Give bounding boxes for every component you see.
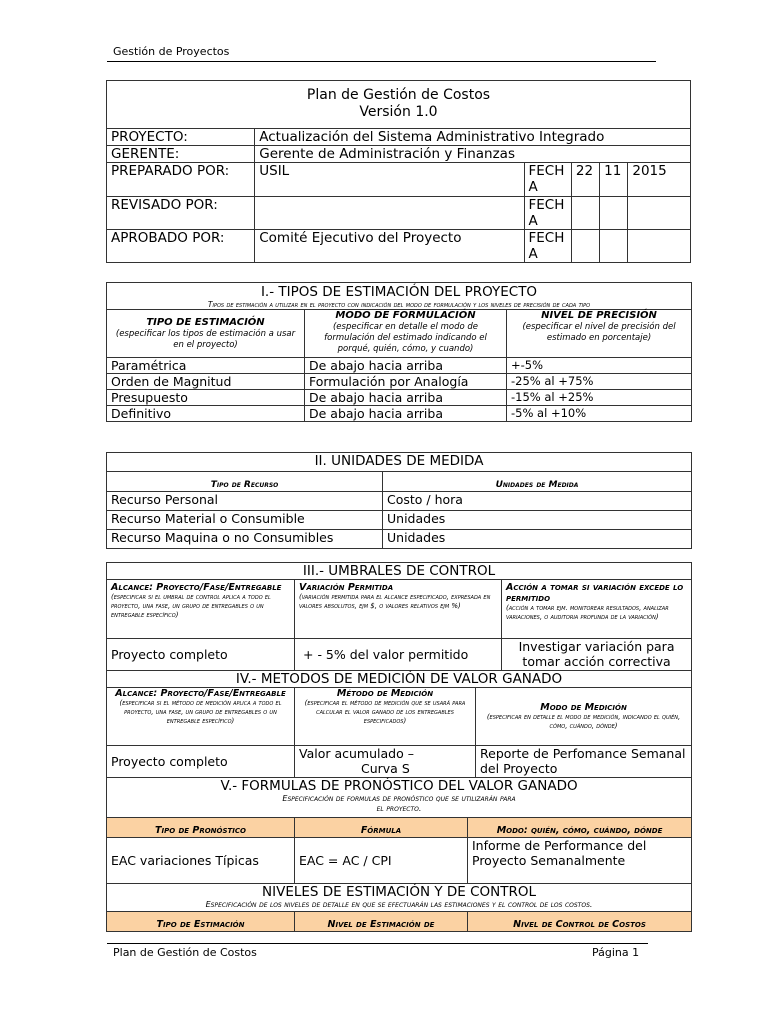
fecha-month	[600, 197, 628, 230]
column-header: Nivel de Control de Costos	[513, 919, 646, 930]
table-cell: + - 5% del valor permitido	[295, 639, 502, 671]
preparado-label: PREPARADO POR:	[107, 163, 255, 197]
section-subtitle: Tipos de estimación a utilizar en el proyecto con indicación del modo de formulación y los niveles de precisión de cada tipo	[207, 300, 591, 309]
fecha-day	[571, 197, 599, 230]
fecha-month: 11	[600, 163, 628, 197]
section-title: V.- FORMULAS DE PRONÓSTICO DEL VALOR GANADO	[220, 778, 578, 794]
table-cell: Recurso Material o Consumible	[107, 511, 383, 530]
tipos-estimacion-table	[106, 282, 692, 422]
control-table	[106, 562, 692, 932]
aprobado-label: APROBADO POR:	[107, 230, 255, 263]
table-cell: +-5%	[507, 358, 692, 374]
column-header: NIVEL DE PRECISIÓN	[541, 310, 657, 321]
table-row	[107, 492, 692, 511]
table-cell: Unidades	[383, 511, 692, 530]
footer-rule	[107, 943, 648, 944]
table-cell	[295, 746, 476, 778]
document-info-table	[106, 80, 691, 263]
page-header: Gestión de Proyectos	[113, 45, 230, 58]
column-header: Método de Medición	[336, 688, 434, 699]
metodo-line: Valor acumulado –	[299, 746, 414, 761]
table-cell: Investigar variación para tomar acción correctiva	[502, 639, 692, 671]
column-header: Alcance: Proyecto/Fase/Entregable	[111, 582, 282, 593]
header-rule	[107, 61, 656, 62]
column-note: (variación permitida para el alcance especificado, expresada en valores absolutos, ejm $, o valores relativos ejm %)	[299, 593, 491, 610]
column-note: (especificar en detalle el modo de medición, indicando el quién, cómo, cuándo, dónde)	[486, 713, 681, 730]
column-header: Tipo de Recurso	[210, 480, 279, 490]
table-row	[107, 406, 692, 422]
unidades-medida-table	[106, 452, 692, 549]
column-header: Tipo de Pronóstico	[155, 825, 246, 836]
section-title: III.- UMBRALES DE CONTROL	[107, 563, 692, 580]
column-header: MODO DE FORMULACIÓN	[335, 310, 476, 321]
table-cell: Proyecto completo	[107, 746, 295, 778]
section-title: I.- TIPOS DE ESTIMACIÓN DEL PROYECTO	[260, 284, 538, 300]
table-cell: -25% al +75%	[507, 374, 692, 390]
section-title: NIVELES DE ESTIMACIÓN Y DE CONTROL	[262, 884, 537, 900]
preparado-value: USIL	[255, 163, 524, 197]
table-cell: -15% al +25%	[507, 390, 692, 406]
column-note: (especificar los tipos de estimación a usar en el proyecto)	[115, 328, 296, 350]
column-header: Fórmula	[360, 825, 402, 836]
table-row	[107, 511, 692, 530]
section-subtitle: Especificación de formulas de pronóstico que se utilizarán para el proyecto.	[282, 794, 516, 813]
table-cell: De abajo hacia arriba	[305, 390, 507, 406]
table-row	[107, 358, 692, 374]
column-header: Alcance: Proyecto/Fase/Entregable	[115, 688, 286, 699]
fecha-year	[628, 230, 691, 263]
table-cell: EAC variaciones Típicas	[107, 838, 295, 884]
doc-version: Versión 1.0	[359, 104, 438, 120]
doc-title: Plan de Gestión de Costos	[306, 87, 491, 103]
column-note: (especificar en detalle el modo de formulación del estimado indicando el porqué, quién, cómo, y cuando)	[324, 322, 487, 354]
table-cell: Informe de Performance del Proyecto Semanalmente	[468, 838, 692, 884]
table-cell: Costo / hora	[383, 492, 692, 511]
table-cell: Unidades	[383, 530, 692, 549]
column-note: (especificar si el umbral de control aplica a todo el proyecto, una fase, un grupo de entregables o un entregable específico)	[111, 593, 271, 619]
fecha-label: FECHA	[524, 197, 571, 230]
table-cell: -5% al +10%	[507, 406, 692, 422]
column-header: Acción a tomar si variación excede lo permitido	[506, 582, 684, 604]
column-note: (especificar si el método de medición aplica a todo el proyecto, una fase, un grupo de entregables o un entregable específico)	[119, 699, 282, 725]
doc-title-cell	[107, 81, 691, 129]
fecha-month	[600, 230, 628, 263]
fecha-label: FECHA	[524, 163, 571, 197]
column-header: Tipo de Estimación	[156, 919, 245, 930]
table-cell: Paramétrica	[107, 358, 305, 374]
fecha-day: 22	[571, 163, 599, 197]
column-header: Modo: quién, cómo, cuándo, dónde	[496, 825, 663, 836]
table-cell: Definitivo	[107, 406, 305, 422]
table-row	[107, 746, 692, 778]
table-cell: Recurso Maquina o no Consumibles	[107, 530, 383, 549]
footer-title: Plan de Gestión de Costos	[113, 946, 257, 959]
aprobado-value: Comité Ejecutivo del Proyecto	[255, 230, 524, 263]
column-note: (especificar el nivel de precisión del estimado en porcentaje)	[522, 322, 676, 343]
table-cell: Reporte de Perfomance Semanal del Proyecto	[476, 746, 692, 778]
table-cell: Formulación por Analogía	[305, 374, 507, 390]
fecha-label: FECHA	[524, 230, 571, 263]
revisado-value	[255, 197, 524, 230]
fecha-year: 2015	[628, 163, 691, 197]
table-cell: De abajo hacia arriba	[305, 406, 507, 422]
table-cell: EAC = AC / CPI	[295, 838, 468, 884]
proyecto-label: PROYECTO:	[107, 129, 255, 146]
page-number: Página 1	[592, 946, 640, 959]
table-row	[107, 390, 692, 406]
metodo-line: Curva S	[361, 761, 410, 776]
column-note: (acción a tomar ejm. monitorear resultados, analizar variaciones, o auditoria profunda de la variación)	[506, 604, 669, 621]
section-subtitle: Especificación de los niveles de detalle en que se efectuarán las estimaciones y el control de los costos.	[205, 900, 593, 909]
gerente-label: GERENTE:	[107, 146, 255, 163]
column-header: TIPO DE ESTIMACIÓN	[146, 316, 265, 328]
column-header: Modo de Medición	[540, 702, 627, 713]
table-row	[107, 838, 692, 884]
column-note: (especificar el método de medición que se usará para calcular el valor ganado de los entregables especificados)	[304, 699, 466, 725]
proyecto-value: Actualización del Sistema Administrativo Integrado	[255, 129, 691, 146]
table-row	[107, 639, 692, 671]
table-row	[107, 530, 692, 549]
fecha-day	[571, 230, 599, 263]
column-header: Nivel de Estimación de	[327, 919, 435, 930]
table-cell: Recurso Personal	[107, 492, 383, 511]
section-title: II. UNIDADES DE MEDIDA	[107, 453, 692, 472]
table-row	[107, 374, 692, 390]
fecha-year	[628, 197, 691, 230]
table-cell: Orden de Magnitud	[107, 374, 305, 390]
revisado-label: REVISADO POR:	[107, 197, 255, 230]
section-title: IV.- METODOS DE MEDICIÓN DE VALOR GANADO	[107, 671, 692, 688]
table-cell: Proyecto completo	[107, 639, 295, 671]
column-header: Unidades de Medida	[495, 480, 579, 490]
column-header: Variación Permitida	[299, 582, 394, 593]
table-cell: Presupuesto	[107, 390, 305, 406]
table-cell: De abajo hacia arriba	[305, 358, 507, 374]
gerente-value: Gerente de Administración y Finanzas	[255, 146, 691, 163]
